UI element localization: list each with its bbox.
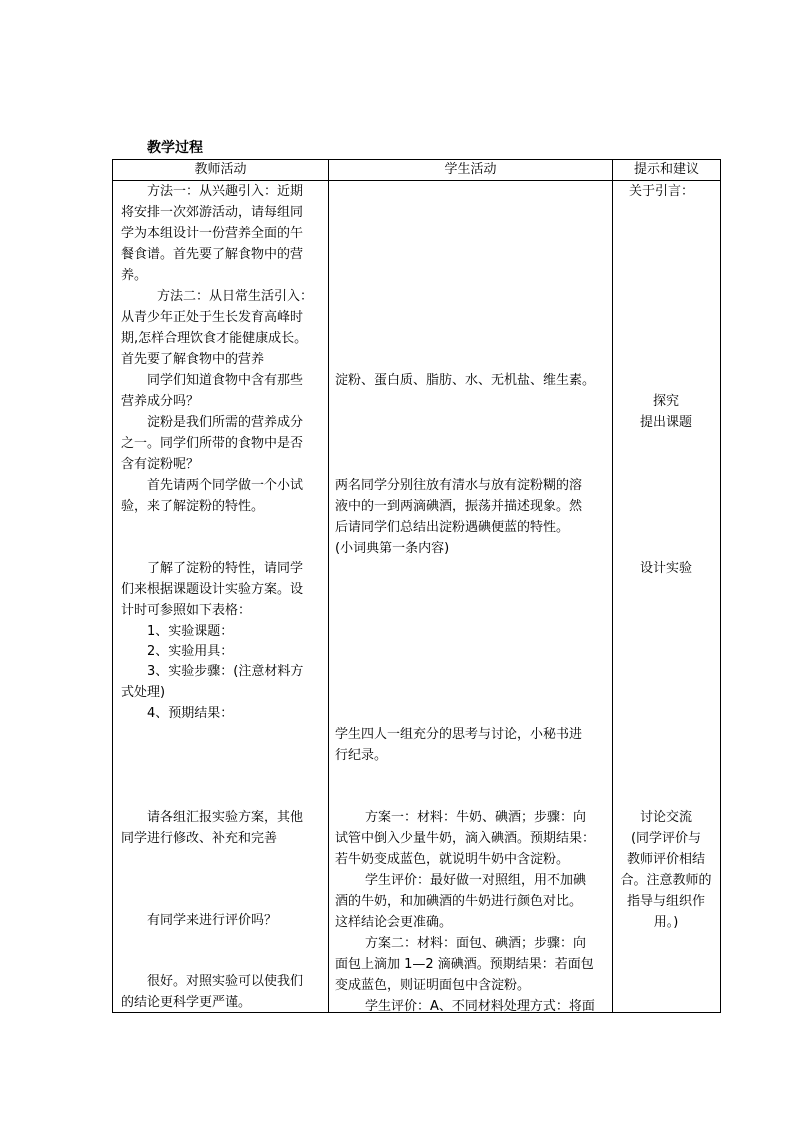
teacher-line: 从青少年正处于生长发育高峰时 (121, 310, 304, 325)
hint-line: 设计实验 (639, 561, 692, 576)
student-line: 学生四人一组充分的思考与讨论，小秘书进 (335, 727, 583, 742)
student-line: (小词典第一条内容) (335, 541, 450, 556)
hint-line: 合。注意教师的 (620, 873, 712, 888)
teacher-line: 首先请两个同学做一个小试 (147, 478, 304, 493)
teacher-line: 期,怎样合理饮食才能健康成长。 (121, 331, 308, 346)
teacher-line: 营养成分吗？ (121, 394, 200, 409)
student-line: 方案一：材料：牛奶、碘酒；步骤：向 (365, 810, 587, 825)
hint-line: 讨论交流 (639, 810, 692, 825)
teacher-line: 4、预期结果： (147, 706, 234, 721)
student-line: 学生评价：A、不同材料处理方式：将面 (365, 999, 595, 1012)
teacher-line: 计时可参照如下表格： (121, 603, 252, 618)
teacher-line: 餐食谱。首先要了解食物中的营 (121, 247, 304, 262)
teacher-line: 含有淀粉呢？ (121, 457, 200, 472)
student-activity-cell (329, 181, 613, 1013)
student-line: 变成蓝色，则证明面包中含淀粉。 (335, 978, 531, 993)
teacher-line: 学为本组设计一份营养全面的午 (121, 226, 304, 241)
page-title: 教学过程 (147, 140, 203, 156)
teacher-line: 同学进行修改、补充和完善 (121, 831, 278, 846)
teacher-line: 了解了淀粉的特性，请同学 (147, 561, 304, 576)
hint-line: 探究 (652, 394, 679, 409)
student-line: 后请同学们总结出淀粉遇碘便蓝的特性。 (335, 520, 570, 535)
student-line: 学生评价：最好做一对照组，用不加碘 (365, 873, 587, 888)
table-row (113, 181, 721, 1013)
teacher-line: 1、实验课题： (147, 624, 234, 639)
teacher-line: 很好。对照实验可以使我们 (147, 974, 304, 989)
teacher-line: 淀粉是我们所需的营养成分 (147, 415, 304, 430)
hints-cell (613, 181, 721, 1013)
hint-line: 提出课题 (639, 415, 692, 430)
teacher-line: 验，来了解淀粉的特性。 (121, 499, 265, 514)
student-line: 若牛奶变成蓝色，就说明牛奶中含淀粉。 (335, 852, 570, 867)
teacher-line: 首先要了解食物中的营养 (121, 352, 265, 367)
student-line: 两名同学分别往放有清水与放有淀粉糊的溶 (335, 478, 583, 493)
student-line: 液中的一到两滴碘酒，振荡并描述现象。然 (335, 499, 583, 514)
header-student-activity: 学生活动 (329, 160, 613, 181)
teacher-line: 的结论更科学更严谨。 (121, 995, 252, 1010)
teacher-line: 3、实验步骤：(注意材料方 (147, 664, 304, 679)
teaching-process-table (112, 159, 721, 1013)
teacher-line: 之一。同学们所带的食物中是否 (121, 436, 304, 451)
teacher-activity-cell (113, 181, 329, 1013)
teacher-line: 2、实验用具： (147, 644, 234, 659)
header-teacher-activity: 教师活动 (113, 160, 329, 181)
teacher-line: 方法一：从兴趣引入：近期 (147, 184, 304, 199)
teacher-line: 方法二：从日常生活引入： (157, 289, 314, 304)
student-line: 行纪录。 (335, 748, 388, 763)
student-line: 试管中倒入少量牛奶，滴入碘酒。预期结果： (335, 831, 596, 846)
student-line: 方案二：材料：面包、碘酒；步骤：向 (365, 936, 587, 951)
student-line: 面包上滴加 1—2 滴碘酒。预期结果：若面包 (335, 957, 594, 972)
header-hints: 提示和建议 (613, 160, 721, 181)
teacher-line: 请各组汇报实验方案，其他 (147, 810, 304, 825)
hint-line: 指导与组织作 (626, 894, 705, 909)
table-header-row (113, 160, 721, 181)
hint-line: (同学评价与 (630, 831, 702, 846)
student-line: 酒的牛奶，和加碘酒的牛奶进行颜色对比。 (335, 894, 583, 909)
student-line: 淀粉、蛋白质、脂肪、水、无机盐、维生素。 (335, 373, 596, 388)
teacher-line: 同学们知道食物中含有那些 (147, 373, 304, 388)
hint-line: 用。) (653, 915, 679, 930)
teacher-line: 们来根据课题设计实验方案。设 (121, 582, 304, 597)
student-line: 这样结论会更准确。 (335, 915, 453, 930)
teacher-line: 养。 (121, 268, 148, 283)
hint-line: 教师评价相结 (626, 852, 705, 867)
hint-line: 关于引言： (629, 184, 695, 199)
teacher-line: 将安排一次郊游活动，请每组同 (121, 205, 304, 220)
teacher-line: 有同学来进行评价吗？ (147, 913, 278, 928)
teacher-line: 式处理) (121, 685, 166, 700)
